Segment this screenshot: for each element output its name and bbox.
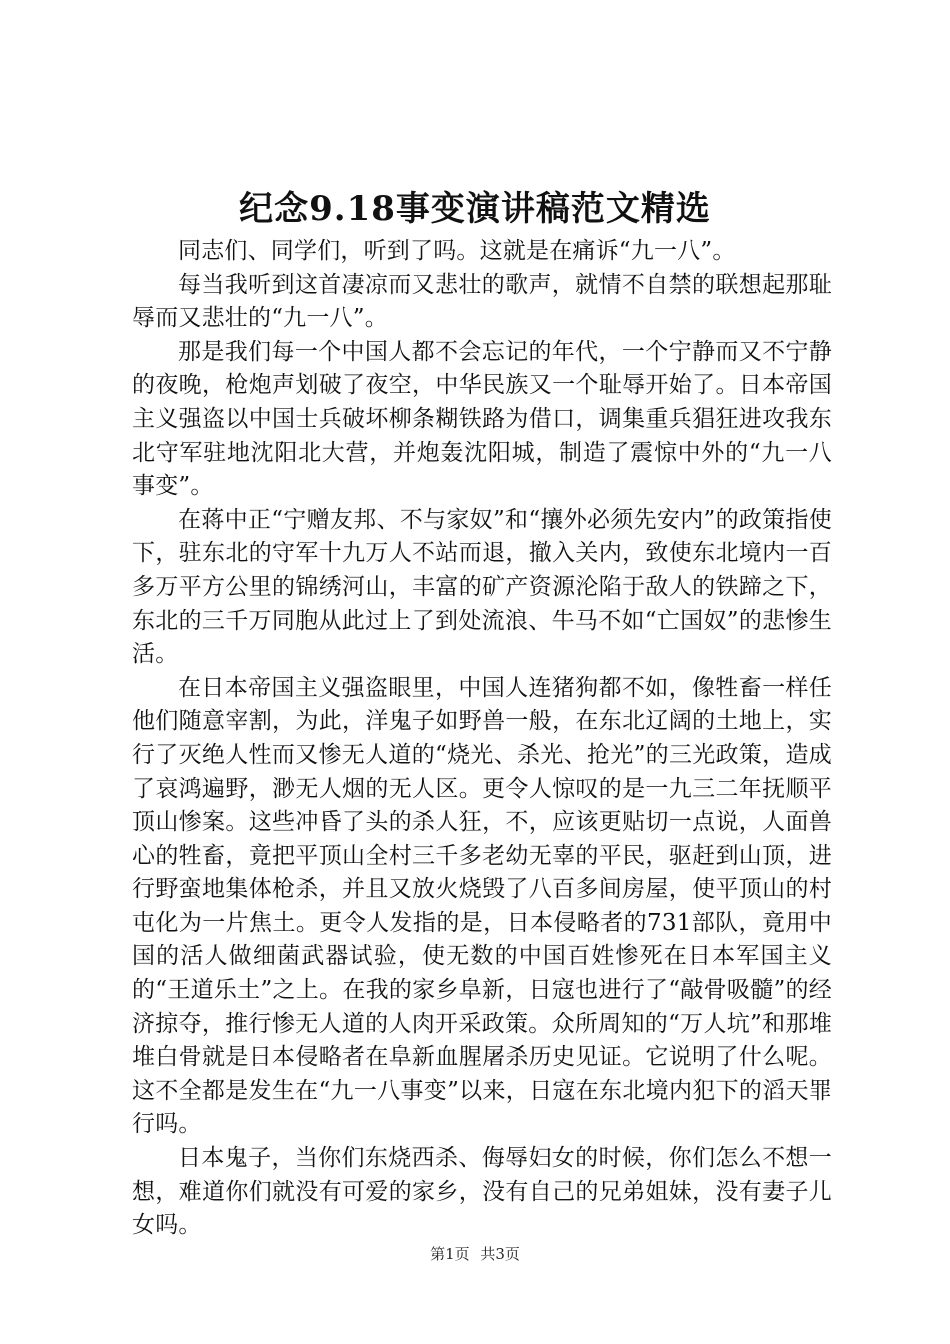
page-footer (0, 1244, 950, 1264)
paragraph: 日本鬼子，当你们东烧西杀、侮辱妇女的时候，你们怎么不想一想，难道你们就没有可爱的家乡，没有自己的兄弟姐妹，没有妻子儿女吗。 (132, 1145, 832, 1239)
page-title: 纪念9.18事变演讲稿范文精选 (239, 189, 711, 229)
page-number: 第1页 (430, 1245, 470, 1263)
document-body (132, 235, 832, 1243)
paragraph: 在蒋中正“宁赠友邦、不与家奴”和“攘外必须先安内”的政策指使下，驻东北的守军十九万人不站而退，撤入关内，致使东北境内一百多万平方公里的锦绣河山，丰富的矿产资源沦陷于敌人的铁蹄之下，东北的三千万同胞从此过上了到处流浪、牛马不如“亡国奴”的悲惨生活。 (132, 506, 832, 668)
paragraph: 同志们、同学们，听到了吗。这就是在痛诉“九一八”。 (178, 238, 736, 264)
page-total: 共3页 (480, 1245, 520, 1263)
paragraph: 那是我们每一个中国人都不会忘记的年代，一个宁静而又不宁静的夜晚，枪炮声划破了夜空，中华民族又一个耻辱开始了。日本帝国主义强盗以中国士兵破坏柳条糊铁路为借口，调集重兵猖狂进攻我东北守军驻地沈阳北大营，并炮轰沈阳城，制造了震惊中外的“九一八事变”。 (132, 338, 832, 500)
paragraph: 每当我听到这首凄凉而又悲壮的歌声，就情不自禁的联想起那耻辱而又悲壮的“九一八”。 (132, 271, 832, 332)
paragraph: 在日本帝国主义强盗眼里，中国人连猪狗都不如，像牲畜一样任他们随意宰割，为此，洋鬼子如野兽一般，在东北辽阔的土地上，实行了灭绝人性而又惨无人道的“烧光、杀光、抢光”的三光政策，造成了哀鸿遍野，渺无人烟的无人区。更令人惊叹的是一九三二年抚顺平顶山惨案。这些冲昏了头的杀人狂，不，应该更贴切一点说，人面兽心的牲畜，竟把平顶山全村三千多老幼无辜的平民，驱赶到山顶，进行野蛮地集体枪杀，并且又放火烧毁了八百多间房屋，使平顶山的村屯化为一片焦土。更令人发指的是，日本侵略者的731部队，竟用中国的活人做细菌武器试验，使无数的中国百姓惨死在日本军国主义的“王道乐土”之上。在我的家乡阜新，日寇也进行了“敲骨吸髓”的经济掠夺，推行惨无人道的人肉开采政策。众所周知的“万人坑”和那堆堆白骨就是日本侵略者在阜新血腥屠杀历史见证。它说明了什么呢。这不全都是发生在“九一八事变”以来，日寇在东北境内犯下的滔天罪行吗。 (132, 674, 832, 1138)
